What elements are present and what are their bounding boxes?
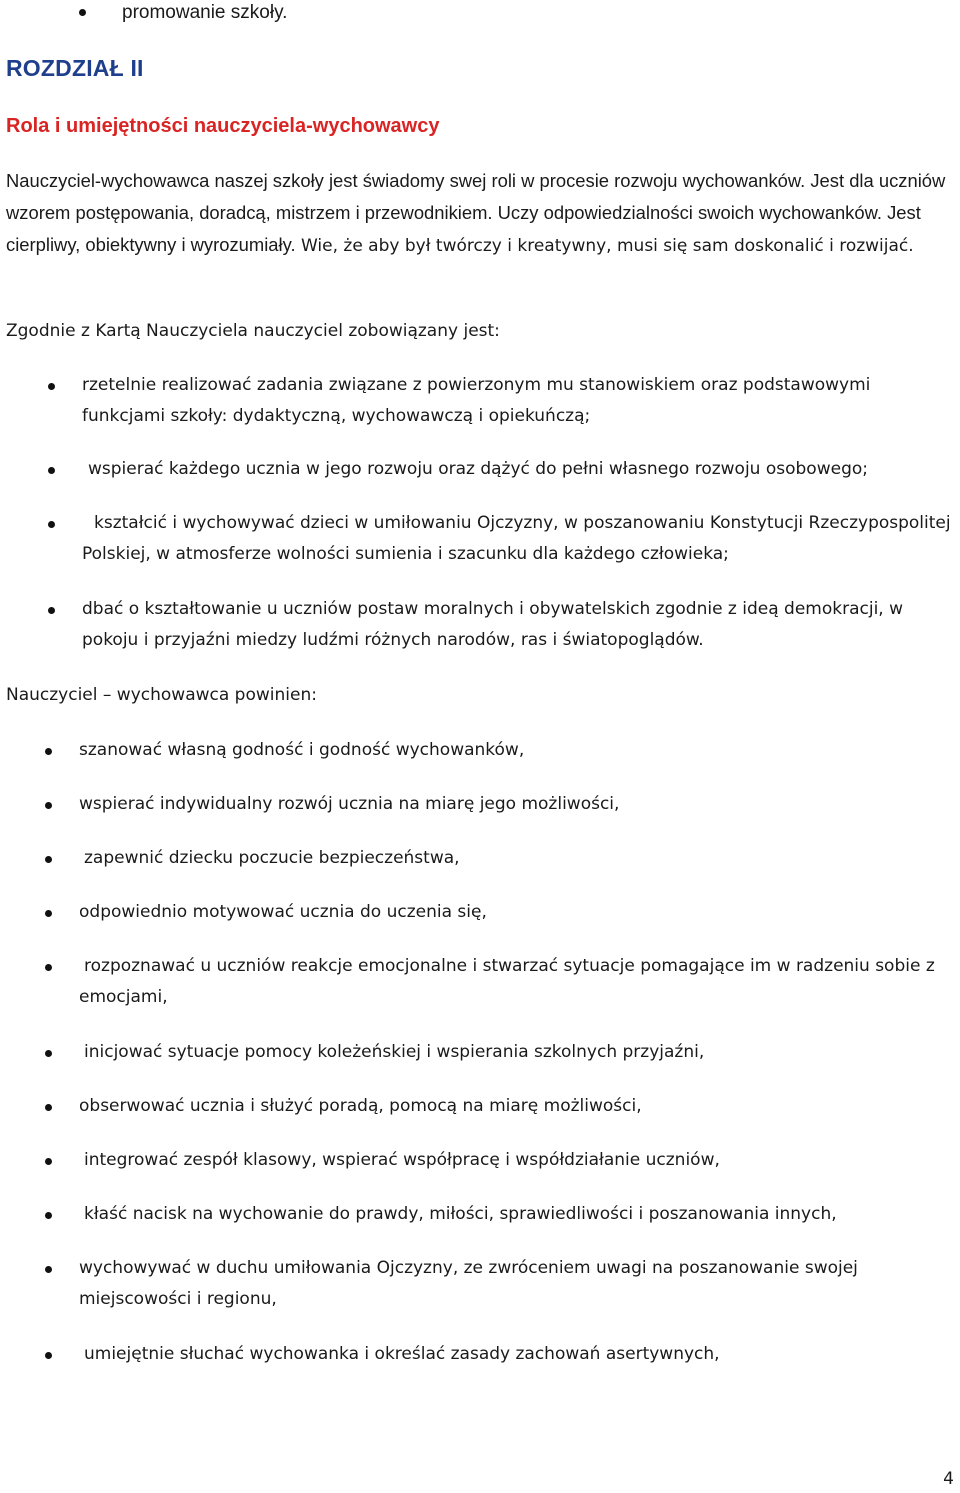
list-item-text: wychowywać w duchu umiłowania Ojczyzny, ze zwróceniem uwagi na poszanowanie swojej miejscowości i regionu, [79,1258,858,1309]
duties-lead: Zgodnie z Kartą Nauczyciela nauczyciel zobowiązany jest: [6,321,500,341]
chapter-heading: ROZDZIAŁ II [6,55,144,81]
list-item-text: rzetelnie realizować zadania związane z powierzonym mu stanowiskiem oraz podstawowymi funkcjami szkoły: dydaktyczną, wychowawczą i opiekuńczą; [82,375,871,426]
bullet-icon [48,607,55,614]
bullet-icon [48,521,55,528]
list-item-text: dbać o kształtowanie u uczniów postaw moralnych i obywatelskich zgodnie z ideą demokracji, w pokoju i przyjaźni miedzy ludźmi różnych narodów, ras i światopoglądów. [82,599,904,650]
list-item-text: promowanie szkoły. [122,2,288,23]
bullet-icon [45,748,52,755]
list-item-text: wspierać indywidualny rozwój ucznia na miarę jego możliwości, [79,794,620,814]
page-number: 4 [943,1469,954,1489]
bullet-icon [48,383,55,390]
bullet-icon [45,964,52,971]
bullet-icon [45,856,52,863]
list-item [82,0,942,25]
bullet-icon [45,910,52,917]
bullet-icon [45,1104,52,1111]
list-item-text: kłaść nacisk na wychowanie do prawdy, miłości, sprawiedliwości i poszanowania innych, [84,1204,837,1224]
list-item-text: obserwować ucznia i służyć poradą, pomocą na miarę możliwości, [79,1096,642,1116]
list-item-text: odpowiednio motywować ucznia do uczenia się, [79,902,487,922]
list-item-text: kształcić i wychowywać dzieci w umiłowaniu Ojczyzny, w poszanowaniu Konstytucji Rzeczypospolitej Polskiej, w atmosferze wolności sumienia i szacunku dla każdego człowieka; [82,513,951,564]
list-item-text: umiejętnie słuchać wychowanka i określać zasady zachowań asertywnych, [84,1344,720,1364]
bullet-icon [45,1212,52,1219]
list-item-text: zapewnić dziecku poczucie bezpieczeństwa, [84,848,460,868]
bullet-icon [48,467,55,474]
list-item-text: rozpoznawać u uczniów reakcje emocjonalne i stwarzać sytuacje pomagające im w radzeniu sobie z emocjami, [79,956,935,1007]
section-title: Rola i umiejętności nauczyciela-wychowawcy [6,115,440,137]
bullet-icon [45,1266,52,1273]
bullet-icon [45,1158,52,1165]
list-item-text: inicjować sytuacje pomocy koleżeńskiej i wspierania szkolnych przyjaźni, [84,1042,705,1062]
bullet-icon [79,9,86,16]
list-item-text: szanować własną godność i godność wychowanków, [79,740,525,760]
should-lead: Nauczyciel – wychowawca powinien: [6,685,317,705]
bullet-icon [45,802,52,809]
intro-paragraph [6,165,956,262]
intro-text-part1: Nauczyciel-wychowawca naszej szkoły jest świadomy swej roli w procesie rozwoju wychowanków. Jest dla uczniów wzorem postępowania, doradcą, mistrzem i przewodnikiem. Uczy odpowiedzialności swoich wychowanków. Jest cierpliwy, obiektywny i wyrozumiały. [6,170,946,255]
bullet-icon [45,1352,52,1359]
list-item-text: integrować zespół klasowy, wspierać współpracę i współdziałanie uczniów, [84,1150,720,1170]
list-item-text: wspierać każdego ucznia w jego rozwoju oraz dążyć do pełni własnego rozwoju osobowego; [88,459,868,479]
bullet-icon [45,1050,52,1057]
intro-text-part2: Wie, że aby był twórczy i kreatywny, musi się sam doskonalić i rozwijać. [295,236,914,256]
